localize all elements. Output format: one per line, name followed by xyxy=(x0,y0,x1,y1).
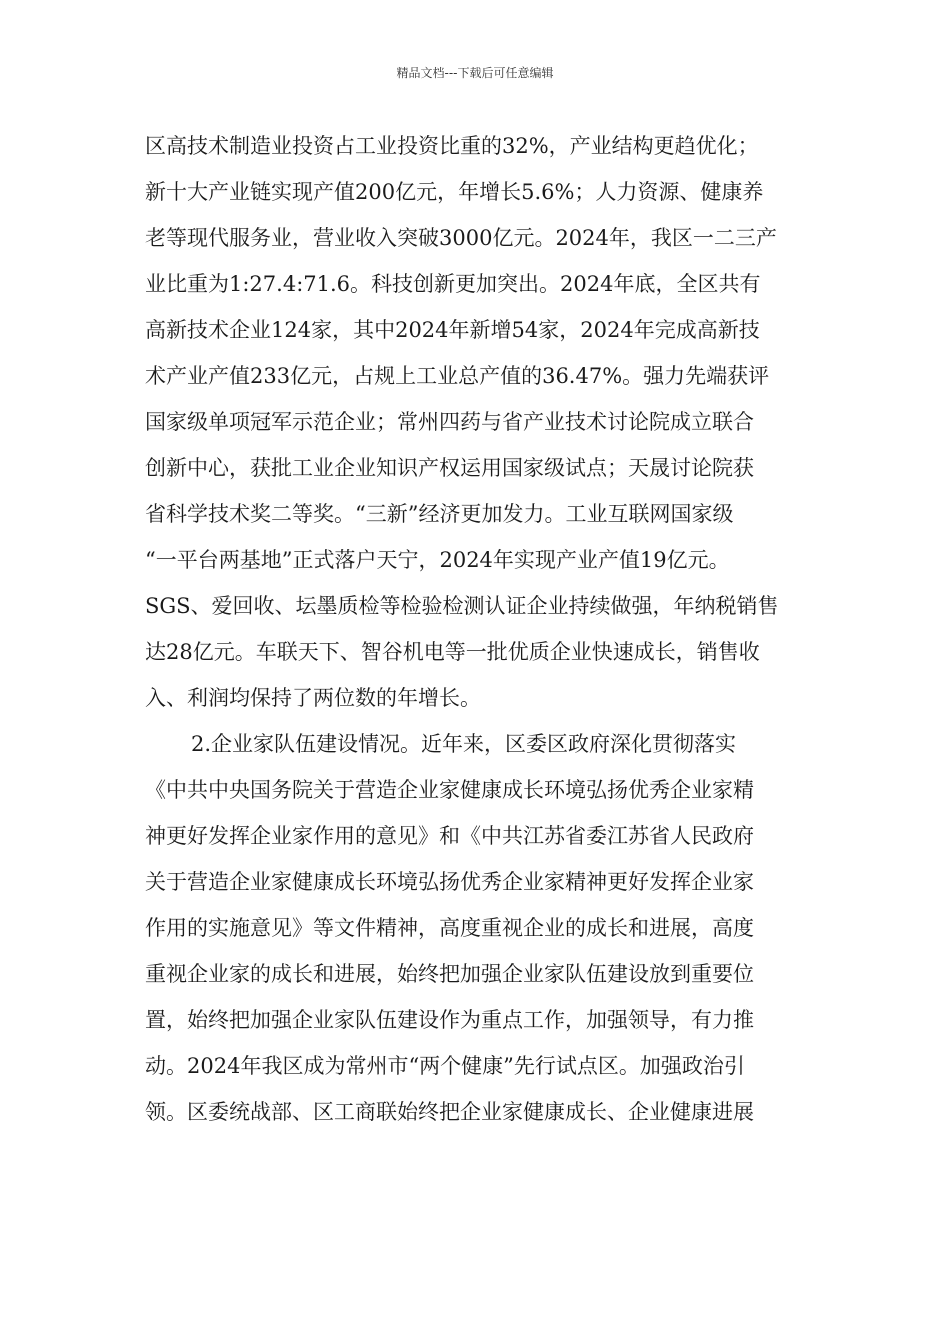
text-line: SGS、爱回收、坛墨质检等检验检测认证企业持续做强，年纳税销售 xyxy=(145,594,779,618)
text-line: 神更好发挥企业家作用的意见》和《中共江苏省委江苏省人民政府 xyxy=(145,824,754,848)
text-line: 区高技术制造业投资占工业投资比重的32%，产业结构更趋优化； xyxy=(145,134,759,158)
text-line: 置，始终把加强企业家队伍建设作为重点工作，加强领导，有力推 xyxy=(145,1008,754,1032)
page-header: 精品文档---下载后可任意编辑 xyxy=(396,66,554,80)
text-line: 老等现代服务业，营业收入突破3000亿元。2024年，我区一二三产 xyxy=(145,226,777,250)
text-line: 领。区委统战部、区工商联始终把企业家健康成长、企业健康进展 xyxy=(145,1100,754,1124)
text-line: 动。2024年我区成为常州市“两个健康”先行试点区。加强政治引 xyxy=(145,1054,745,1078)
text-line: 术产业产值233亿元，占规上工业总产值的36.47%。强力先端获评 xyxy=(145,364,770,388)
text-line: 业比重为1:27.4:71.6。科技创新更加突出。2024年底，全区共有 xyxy=(145,272,761,296)
paragraph-start-line: 2.企业家队伍建设情况。近年来，区委区政府深化贯彻落实 xyxy=(191,732,737,756)
text-line: 关于营造企业家健康成长环境弘扬优秀企业家精神更好发挥企业家 xyxy=(145,870,754,894)
text-line: 作用的实施意见》等文件精神，高度重视企业的成长和进展，高度 xyxy=(145,916,754,940)
text-line: 创新中心，获批工业企业知识产权运用国家级试点；天晟讨论院获 xyxy=(145,456,754,480)
text-line: “一平台两基地”正式落户天宁，2024年实现产业产值19亿元。 xyxy=(145,548,730,572)
text-line: 国家级单项冠军示范企业；常州四药与省产业技术讨论院成立联合 xyxy=(145,410,754,434)
text-line: 达28亿元。车联天下、智谷机电等一批优质企业快速成长，销售收 xyxy=(145,640,760,664)
text-line: 省科学技术奖二等奖。“三新”经济更加发力。工业互联网国家级 xyxy=(145,502,734,526)
text-line: 重视企业家的成长和进展，始终把加强企业家队伍建设放到重要位 xyxy=(145,962,754,986)
text-line: 《中共中央国务院关于营造企业家健康成长环境弘扬优秀企业家精 xyxy=(145,778,754,802)
text-line: 高新技术企业124家，其中2024年新增54家，2024年完成高新技 xyxy=(145,318,760,342)
text-line: 新十大产业链实现产值200亿元，年增长5.6%；人力资源、健康养 xyxy=(145,180,764,204)
text-line: 入、利润均保持了两位数的年增长。 xyxy=(145,686,481,710)
